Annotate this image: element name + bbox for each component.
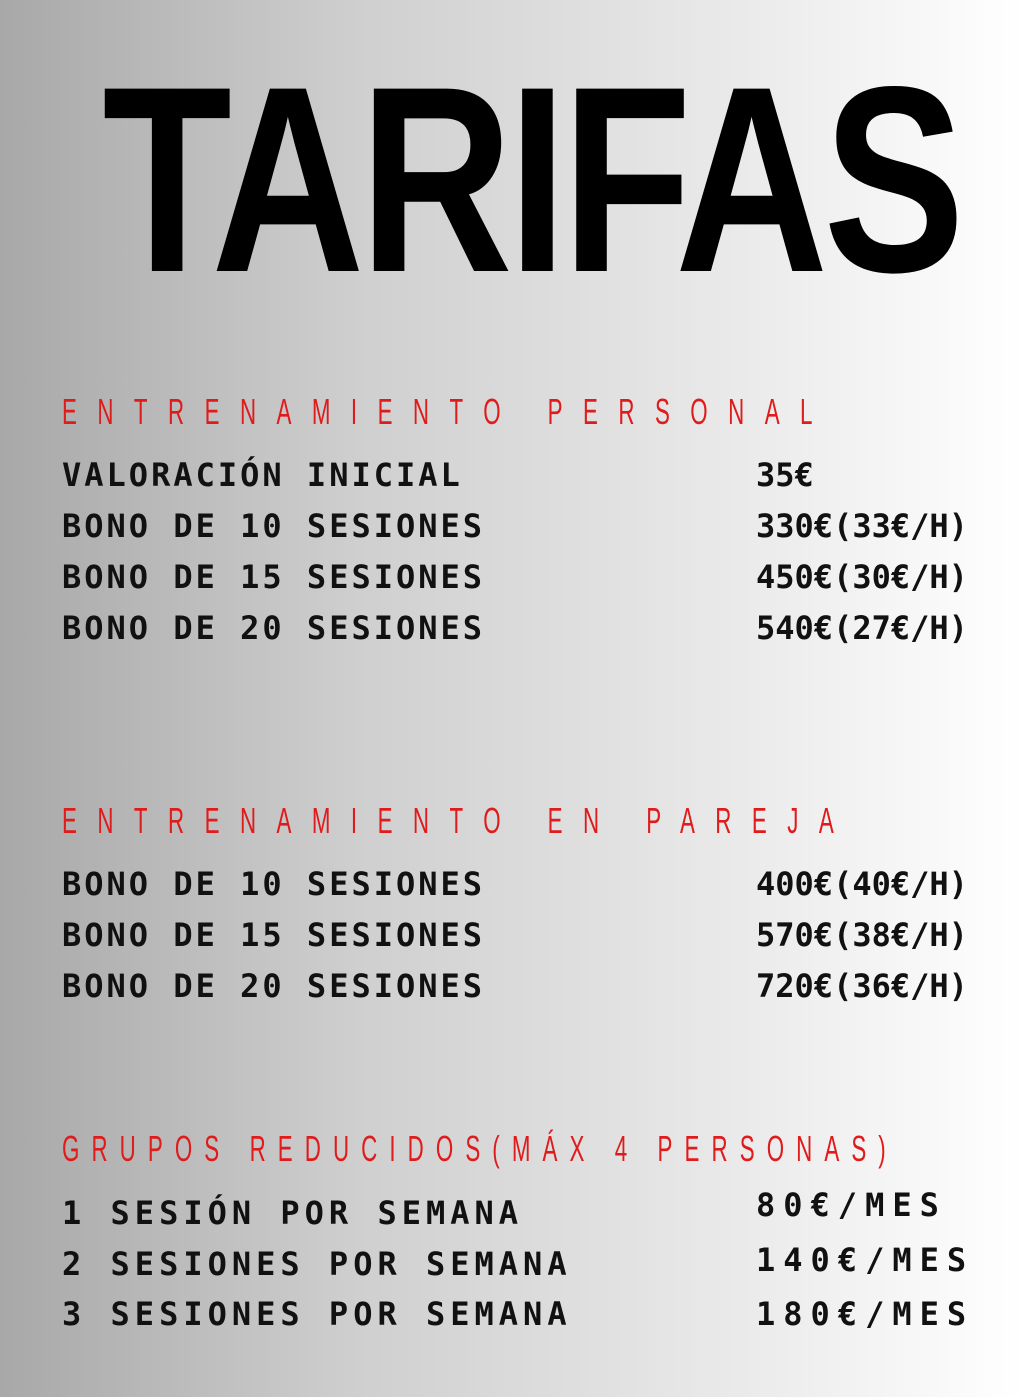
row-label: 1 SESIÓN POR SEMANA [62,1194,524,1232]
row-price: 720€(36€/H) [756,967,968,1005]
row-price: 330€(33€/H) [756,507,968,545]
row-label: BONO DE 15 SESIONES [62,558,486,596]
row-price: 540€(27€/H) [756,609,968,647]
row-price: 400€(40€/H) [756,865,968,903]
section-heading-grupos: GRUPOS REDUCIDOS(MÁX 4 PERSONAS) [62,1128,898,1169]
row-label: BONO DE 20 SESIONES [62,609,486,647]
price-row [62,455,962,495]
row-label: BONO DE 10 SESIONES [62,865,486,903]
row-label: BONO DE 10 SESIONES [62,507,486,545]
price-row [62,1186,962,1233]
row-label: BONO DE 20 SESIONES [62,967,486,1005]
row-price: 570€(38€/H) [756,916,968,954]
price-row [62,1294,975,1334]
price-row [62,557,968,597]
row-label: 2 SESIONES POR SEMANA [62,1245,572,1283]
row-price: 180€/MES [756,1295,975,1333]
price-row [62,1241,975,1284]
page-title: TARIFAS [102,32,960,328]
row-price: 80€/MES [756,1186,947,1224]
section-heading-personal: ENTRENAMIENTO PERSONAL [62,391,833,432]
row-price: 450€(30€/H) [756,558,968,596]
row-price: 140€/MES [756,1241,975,1279]
price-row [62,864,968,904]
price-row [62,608,968,648]
row-label: VALORACIÓN INICIAL [62,456,463,494]
row-label: 3 SESIONES POR SEMANA [62,1295,572,1333]
price-row [62,966,968,1006]
row-label: BONO DE 15 SESIONES [62,916,486,954]
row-price: 35€ [756,456,814,494]
price-row [62,915,968,955]
price-row [62,506,968,546]
section-heading-pareja: ENTRENAMIENTO EN PAREJA [62,800,855,841]
